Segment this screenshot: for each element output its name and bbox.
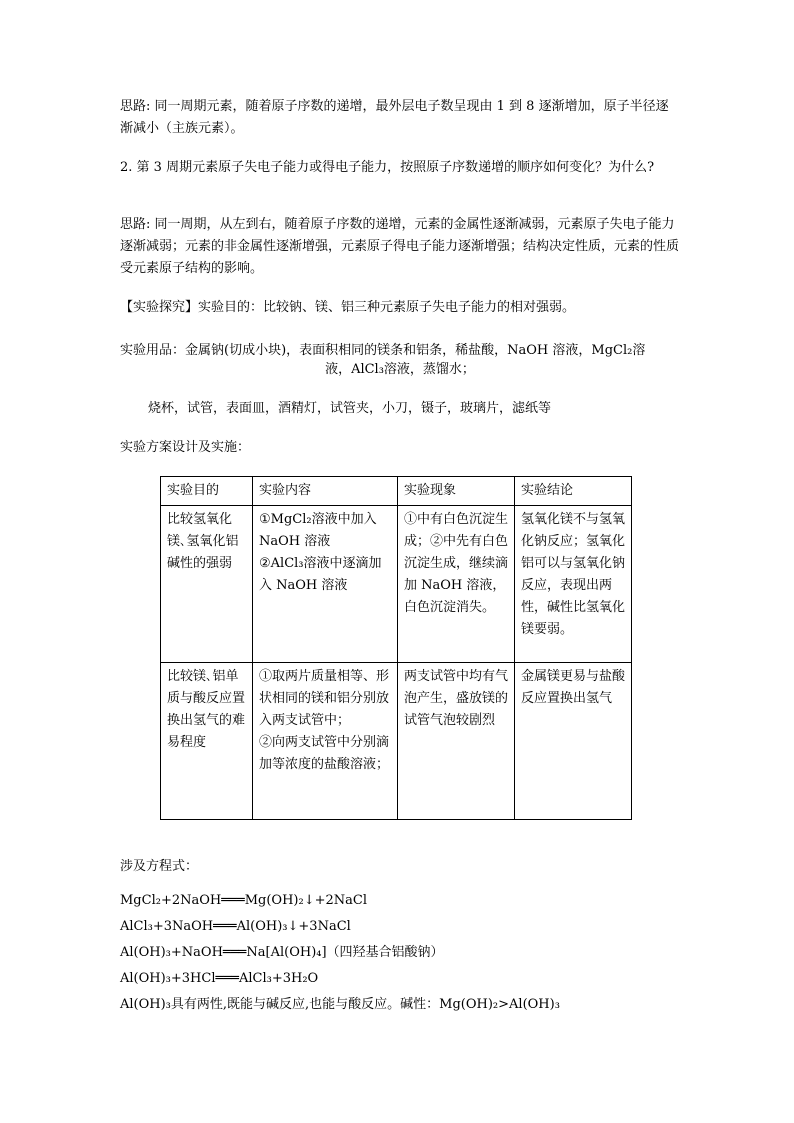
cell-phenomenon: 两支试管中均有气泡产生，盛放镁的试管气泡较剧烈 [398,663,515,820]
equations-title: 涉及方程式： [120,859,199,874]
header-content: 实验内容 [253,477,398,506]
header-conclusion: 实验结论 [515,477,632,506]
table-row [161,663,632,820]
materials-line-1: 实验用品：金属钠(切成小块)，表面积相同的镁条和铝条，稀盐酸，NaOH 溶液，MgCl₂溶 [120,343,646,358]
plan-title: 实验方案设计及实施： [120,440,251,455]
cell-purpose: 比较镁､铝单质与酸反应置换出氢气的难易程度 [161,663,253,820]
cell-purpose: 比较氢氧化镁､氢氧化铝碱性的强弱 [161,506,253,663]
cell-content: ①取两片质量相等、形状相同的镁和铝分别放入两支试管中； ②向两支试管中分别滴加等浓度的盐酸溶液； [253,663,398,820]
header-phenomenon: 实验现象 [398,477,515,506]
header-purpose: 实验目的 [161,477,253,506]
experiment-table [160,476,632,820]
equation-line: Al(OH)₃+3HCl═══AlCl₃+3H₂O [120,971,319,986]
table-row [161,506,632,663]
experiment-purpose: 【实验探究】实验目的：比较钠、镁、铝三种元素原子失电子能力的相对强弱。 [120,300,576,315]
question-2: 2. 第 3 周期元素原子失电子能力或得电子能力，按照原子序数递增的顺序如何变化？为什么? [120,160,655,175]
equation-line: AlCl₃+3NaOH═══Al(OH)₃↓+3NaCl [120,919,351,934]
cell-conclusion: 金属镁更易与盐酸反应置换出氢气 [515,663,632,820]
thinking-paragraph-1: 思路: 同一周期元素，随着原子序数的递增，最外层电子数呈现由 1 到 8 逐渐增加，原子半径逐渐减小（主族元素）。 [120,99,669,136]
cell-conclusion: 氢氧化镁不与氢氧化钠反应；氢氧化铝可以与氢氧化钠反应，表现出两性，碱性比氢氧化镁要弱。 [515,506,632,663]
table-header-row [161,477,632,506]
cell-phenomenon: ①中有白色沉淀生成；②中先有白色沉淀生成，继续滴加 NaOH 溶液，白色沉淀消失。 [398,506,515,663]
equipment-list: 烧杯，试管，表面皿，酒精灯，试管夹，小刀，镊子，玻璃片，滤纸等 [148,401,552,416]
equation-line: Al(OH)₃具有两性,既能与碱反应,也能与酸反应。碱性：Mg(OH)₂>Al(OH)₃ [120,997,560,1012]
cell-content: ①MgCl₂溶液中加入 NaOH 溶液 ②AlCl₃溶液中逐滴加入 NaOH 溶液 [253,506,398,663]
materials-line-2: 液，AlCl₃溶液，蒸馏水； [325,362,475,377]
thinking-paragraph-2: 思路: 同一周期，从左到右，随着原子序数的递增，元素的金属性逐渐减弱，元素原子失电子能力逐渐减弱；元素的非金属性逐渐增强，元素原子得电子能力逐渐增强；结构决定性质，元素的性质受元素原子结构的影响。 [120,217,680,276]
equation-line: MgCl₂+2NaOH═══Mg(OH)₂↓+2NaCl [120,893,367,908]
equation-line: Al(OH)₃+NaOH═══Na[Al(OH)₄]（四羟基合铝酸钠） [120,945,444,960]
